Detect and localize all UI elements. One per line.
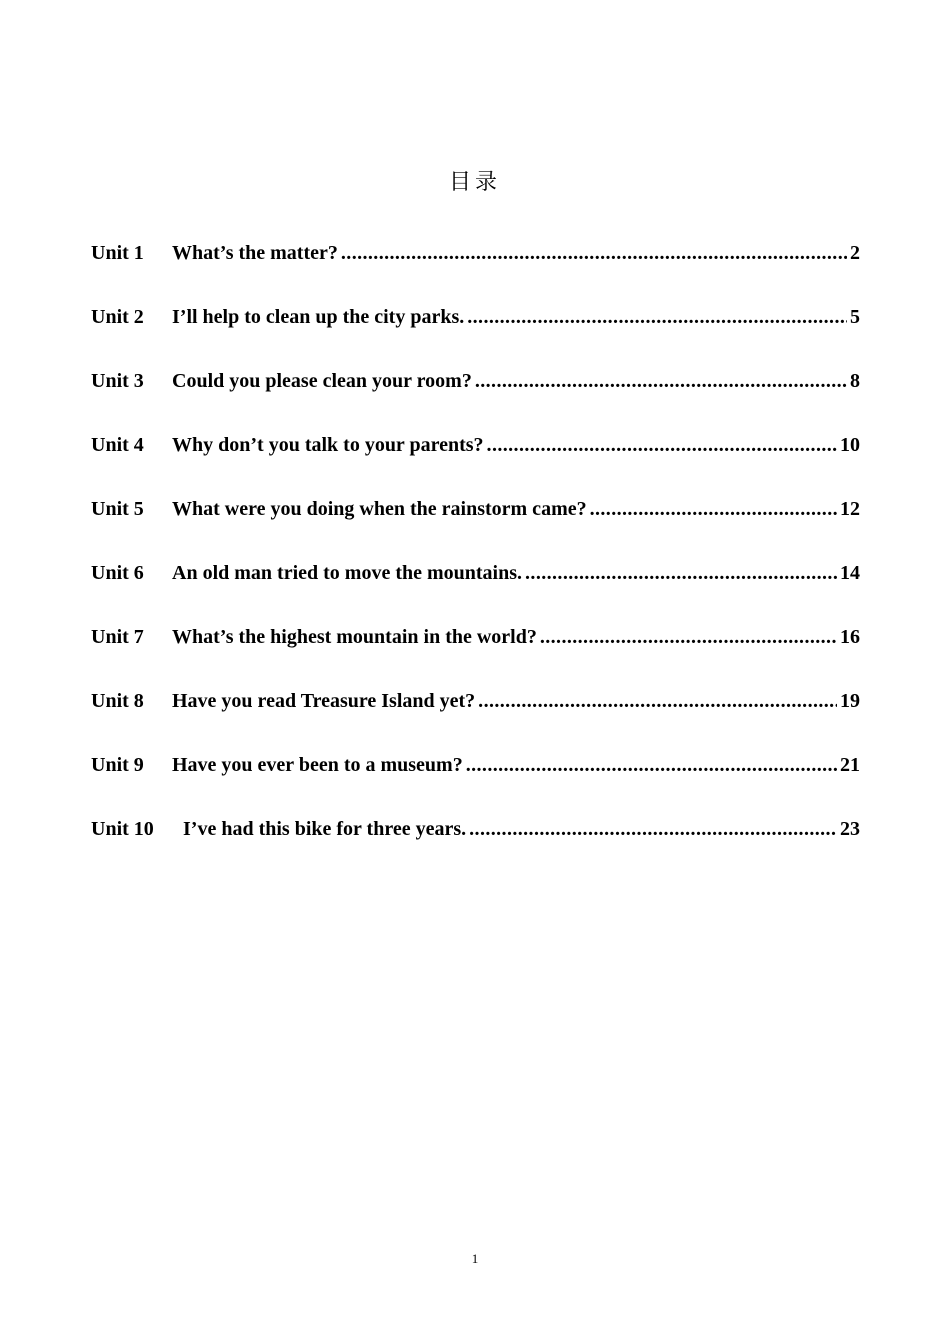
toc-page-number: 10	[840, 434, 860, 456]
toc-entry-title: Why don’t you talk to your parents?	[172, 434, 484, 456]
toc-entry-unit-2[interactable]	[91, 302, 860, 366]
toc-entry-unit-4[interactable]	[91, 430, 860, 494]
toc-page-number: 2	[850, 242, 860, 264]
toc-page-number: 23	[840, 818, 860, 840]
toc-unit-label: Unit 5	[91, 498, 144, 520]
toc-page-number: 12	[840, 498, 860, 520]
toc-entry-title: Could you please clean your room?	[172, 370, 472, 392]
toc-entry-title: I’ve had this bike for three years.	[183, 818, 467, 840]
toc-entry-title: What’s the highest mountain in the world?	[172, 626, 537, 648]
toc-page-number: 14	[840, 562, 860, 584]
toc-entry-title: What’s the matter?	[172, 242, 338, 264]
toc-unit-label: Unit 2	[91, 306, 144, 328]
toc-page-number: 16	[840, 626, 860, 648]
dot-leader	[590, 494, 837, 524]
toc-entry-unit-3[interactable]	[91, 366, 860, 430]
toc-entry-title: I’ll help to clean up the city parks.	[172, 306, 465, 328]
toc-entry-unit-8[interactable]	[91, 686, 860, 750]
page-footer-number: 1	[471, 1251, 479, 1266]
toc-unit-label: Unit 4	[91, 434, 144, 456]
toc-unit-label: Unit 1	[91, 242, 144, 264]
dot-leader	[487, 430, 837, 460]
dot-leader	[525, 558, 837, 588]
dot-leader	[467, 302, 847, 332]
toc-entry-title: Have you read Treasure Island yet?	[172, 690, 476, 712]
dot-leader	[469, 814, 837, 844]
toc-entry-title: Have you ever been to a museum?	[172, 754, 463, 776]
toc-page-number: 19	[840, 690, 860, 712]
table-of-contents	[91, 238, 860, 878]
toc-page-number: 21	[840, 754, 860, 776]
toc-unit-label: Unit 7	[91, 626, 144, 648]
toc-entry-unit-6[interactable]	[91, 558, 860, 622]
toc-unit-label: Unit 8	[91, 690, 144, 712]
dot-leader	[475, 366, 847, 396]
toc-page-number: 8	[850, 370, 860, 392]
toc-unit-label: Unit 10	[91, 818, 154, 840]
dot-leader	[478, 686, 837, 716]
toc-unit-label: Unit 9	[91, 754, 144, 776]
dot-leader	[466, 750, 837, 780]
toc-unit-label: Unit 3	[91, 370, 144, 392]
toc-page-number: 5	[850, 306, 860, 328]
toc-entry-title: An old man tried to move the mountains.	[172, 562, 523, 584]
page-title: 目录	[448, 170, 501, 195]
toc-unit-label: Unit 6	[91, 562, 144, 584]
dot-leader	[341, 238, 847, 268]
toc-entry-unit-10[interactable]	[91, 814, 860, 878]
toc-entry-unit-5[interactable]	[91, 494, 860, 558]
dot-leader	[540, 622, 837, 652]
toc-entry-title: What were you doing when the rainstorm came?	[172, 498, 587, 520]
toc-entry-unit-1[interactable]	[91, 238, 860, 302]
toc-entry-unit-7[interactable]	[91, 622, 860, 686]
toc-entry-unit-9[interactable]	[91, 750, 860, 814]
